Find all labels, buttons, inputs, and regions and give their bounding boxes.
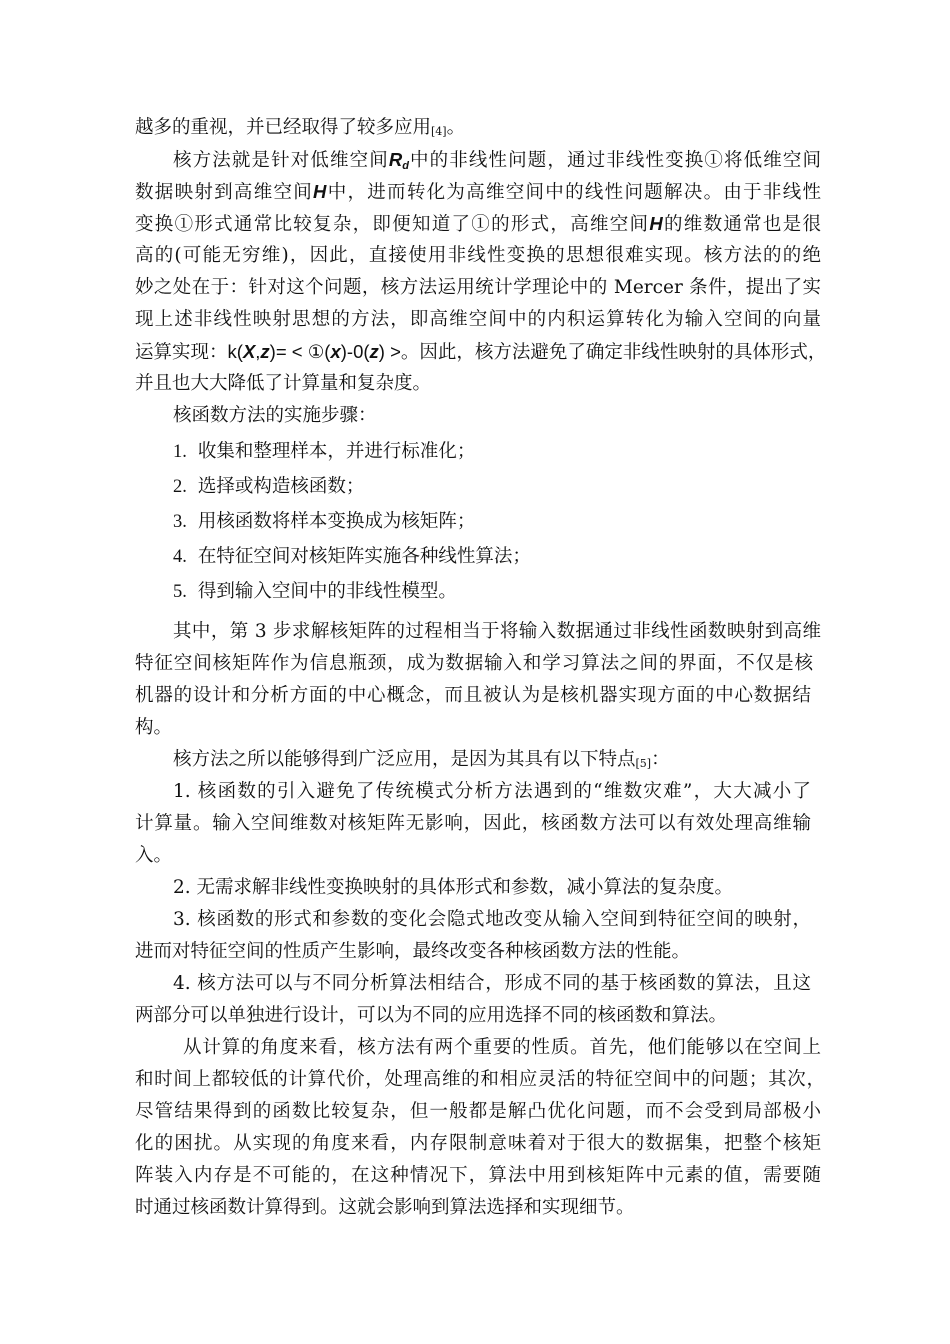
paragraph-line [173, 745, 670, 775]
text-run: 的维数通常也是很 [662, 214, 821, 235]
paragraph-line: 现上述非线性映射思想的方法，即高维空间中的内积运算转化为输入空间的向量 [135, 309, 821, 330]
list-item [173, 437, 475, 467]
list-number: 1. [173, 442, 187, 462]
feature-line: 进而对特征空间的性质产生影响，最终改变各种核函数方法的性能。 [135, 941, 691, 962]
kernel-formula [228, 341, 401, 362]
text-run: ： [651, 749, 670, 770]
text-run: 运算实现： [135, 342, 228, 363]
text-run: 越多的重视，并已经取得了较多应用 [135, 117, 432, 138]
paragraph-line: 化的困扰。从实现的角度来看，内存限制意味着对于很大的数据集，把整个核矩 [135, 1133, 821, 1154]
math-symbol: z [369, 341, 379, 362]
feature-line: 入。 [135, 845, 173, 866]
formula-part: k( [227, 341, 243, 362]
paragraph-line [135, 177, 821, 207]
paragraph-line: 机器的设计和分析方面的中心概念，而且被认为是核机器实现方面的中心数据结 [135, 685, 811, 706]
paragraph-line: 时通过核函数计算得到。这就会影响到算法选择和实现细节。 [135, 1197, 635, 1218]
paragraph-line: 特征空间核矩阵作为信息瓶颈，成为数据输入和学习算法之间的界面，不仅是核 [135, 653, 813, 674]
paragraph-line: 和时间上都较低的计算代价，处理高维的和相应灵活的特征空间中的问题；其次， [135, 1069, 825, 1090]
list-item [173, 577, 457, 607]
paragraph-line: 妙之处在于：针对这个问题，核方法运用统计学理论中的 Mercer 条件，提出了实 [135, 277, 821, 298]
paragraph-line [173, 145, 821, 175]
paragraph-line: 其中，第 3 步求解核矩阵的过程相当于将输入数据通过非线性函数映射到高维 [173, 621, 821, 642]
text-run: 。因此，核方法避免了确定非线性映射的具体形式， [400, 342, 827, 363]
paragraph-line: 高的(可能无穷维)，因此，直接使用非线性变换的思想很难实现。核方法的的绝 [135, 245, 821, 266]
math-symbol: z [260, 341, 270, 362]
text-run: 核方法就是针对低维空间 [173, 150, 389, 171]
feature-line: 计算量。输入空间维数对核矩阵无影响，因此，核函数方法可以有效处理高维输 [135, 813, 811, 834]
paragraph-line: 从计算的角度来看，核方法有两个重要的性质。首先，他们能够以在空间上 [183, 1037, 821, 1058]
list-text: 得到输入空间中的非线性模型。 [197, 581, 457, 602]
paragraph-line: 核函数方法的实施步骤： [173, 405, 377, 426]
list-text: 收集和整理样本，并进行标准化； [197, 441, 476, 462]
paragraph-line [135, 113, 465, 143]
math-subscript: d [402, 160, 409, 172]
text-run: 核方法之所以能够得到广泛应用，是因为其具有以下特点 [173, 749, 636, 770]
list-item [173, 507, 475, 537]
feature-line: 两部分可以单独进行设计，可以为不同的应用选择不同的核函数和算法。 [135, 1005, 728, 1026]
paragraph-line: 构。 [135, 717, 173, 738]
formula-part: ) > [378, 341, 401, 362]
math-symbol: X [242, 341, 256, 362]
feature-line: 4. 核方法可以与不同分析算法相结合，形成不同的基于核函数的算法，且这 [173, 973, 811, 994]
feature-line: 2. 无需求解非线性变换映射的具体形式和参数，减小算法的复杂度。 [173, 877, 734, 898]
paragraph-line [135, 209, 821, 239]
feature-line: 3. 核函数的形式和参数的变化会隐式地改变从输入空间到特征空间的映射， [173, 909, 811, 930]
list-item [173, 542, 531, 572]
math-symbol: H [649, 213, 663, 234]
paragraph-line: 尽管结果得到的函数比较复杂，但一般都是解凸优化问题，而不会受到局部极小 [135, 1101, 821, 1122]
list-number: 5. [173, 582, 187, 602]
feature-line: 1. 核函数的引入避免了传统模式分析方法遇到的“维数灾难”，大大减小了 [173, 781, 811, 802]
math-symbol: H [313, 181, 327, 202]
list-number: 2. [173, 477, 187, 497]
text-run: 中的非线性问题，通过非线性变换①将低维空间 [408, 150, 821, 171]
list-text: 在特征空间对核矩阵实施各种线性算法； [197, 546, 531, 567]
text-run: 变换①形式通常比较复杂，即便知道了①的形式，高维空间 [135, 214, 650, 235]
formula-part: , [255, 341, 261, 362]
list-item [173, 472, 364, 502]
list-number: 4. [173, 547, 187, 567]
citation-ref: [4] [431, 125, 447, 138]
formula-part: )-0( [340, 341, 370, 362]
paragraph-line [135, 337, 825, 367]
text-run: 。 [446, 117, 466, 138]
list-text: 用核函数将样本变换成为核矩阵； [197, 511, 476, 532]
text-run: 中，进而转化为高维空间中的线性问题解决。由于非线性 [326, 182, 821, 203]
math-symbol: R [388, 149, 403, 170]
list-text: 选择或构造核函数； [197, 476, 365, 497]
list-number: 3. [173, 512, 187, 532]
citation-ref: [5] [635, 757, 652, 770]
paragraph-line: 阵装入内存是不可能的，在这种情况下，算法中用到核矩阵中元素的值，需要随 [135, 1165, 821, 1186]
formula-part: )= < ①( [269, 341, 331, 362]
paragraph-line: 并且也大大降低了计算量和复杂度。 [135, 373, 432, 394]
math-symbol: x [330, 341, 341, 362]
text-run: 数据映射到高维空间 [135, 182, 314, 203]
